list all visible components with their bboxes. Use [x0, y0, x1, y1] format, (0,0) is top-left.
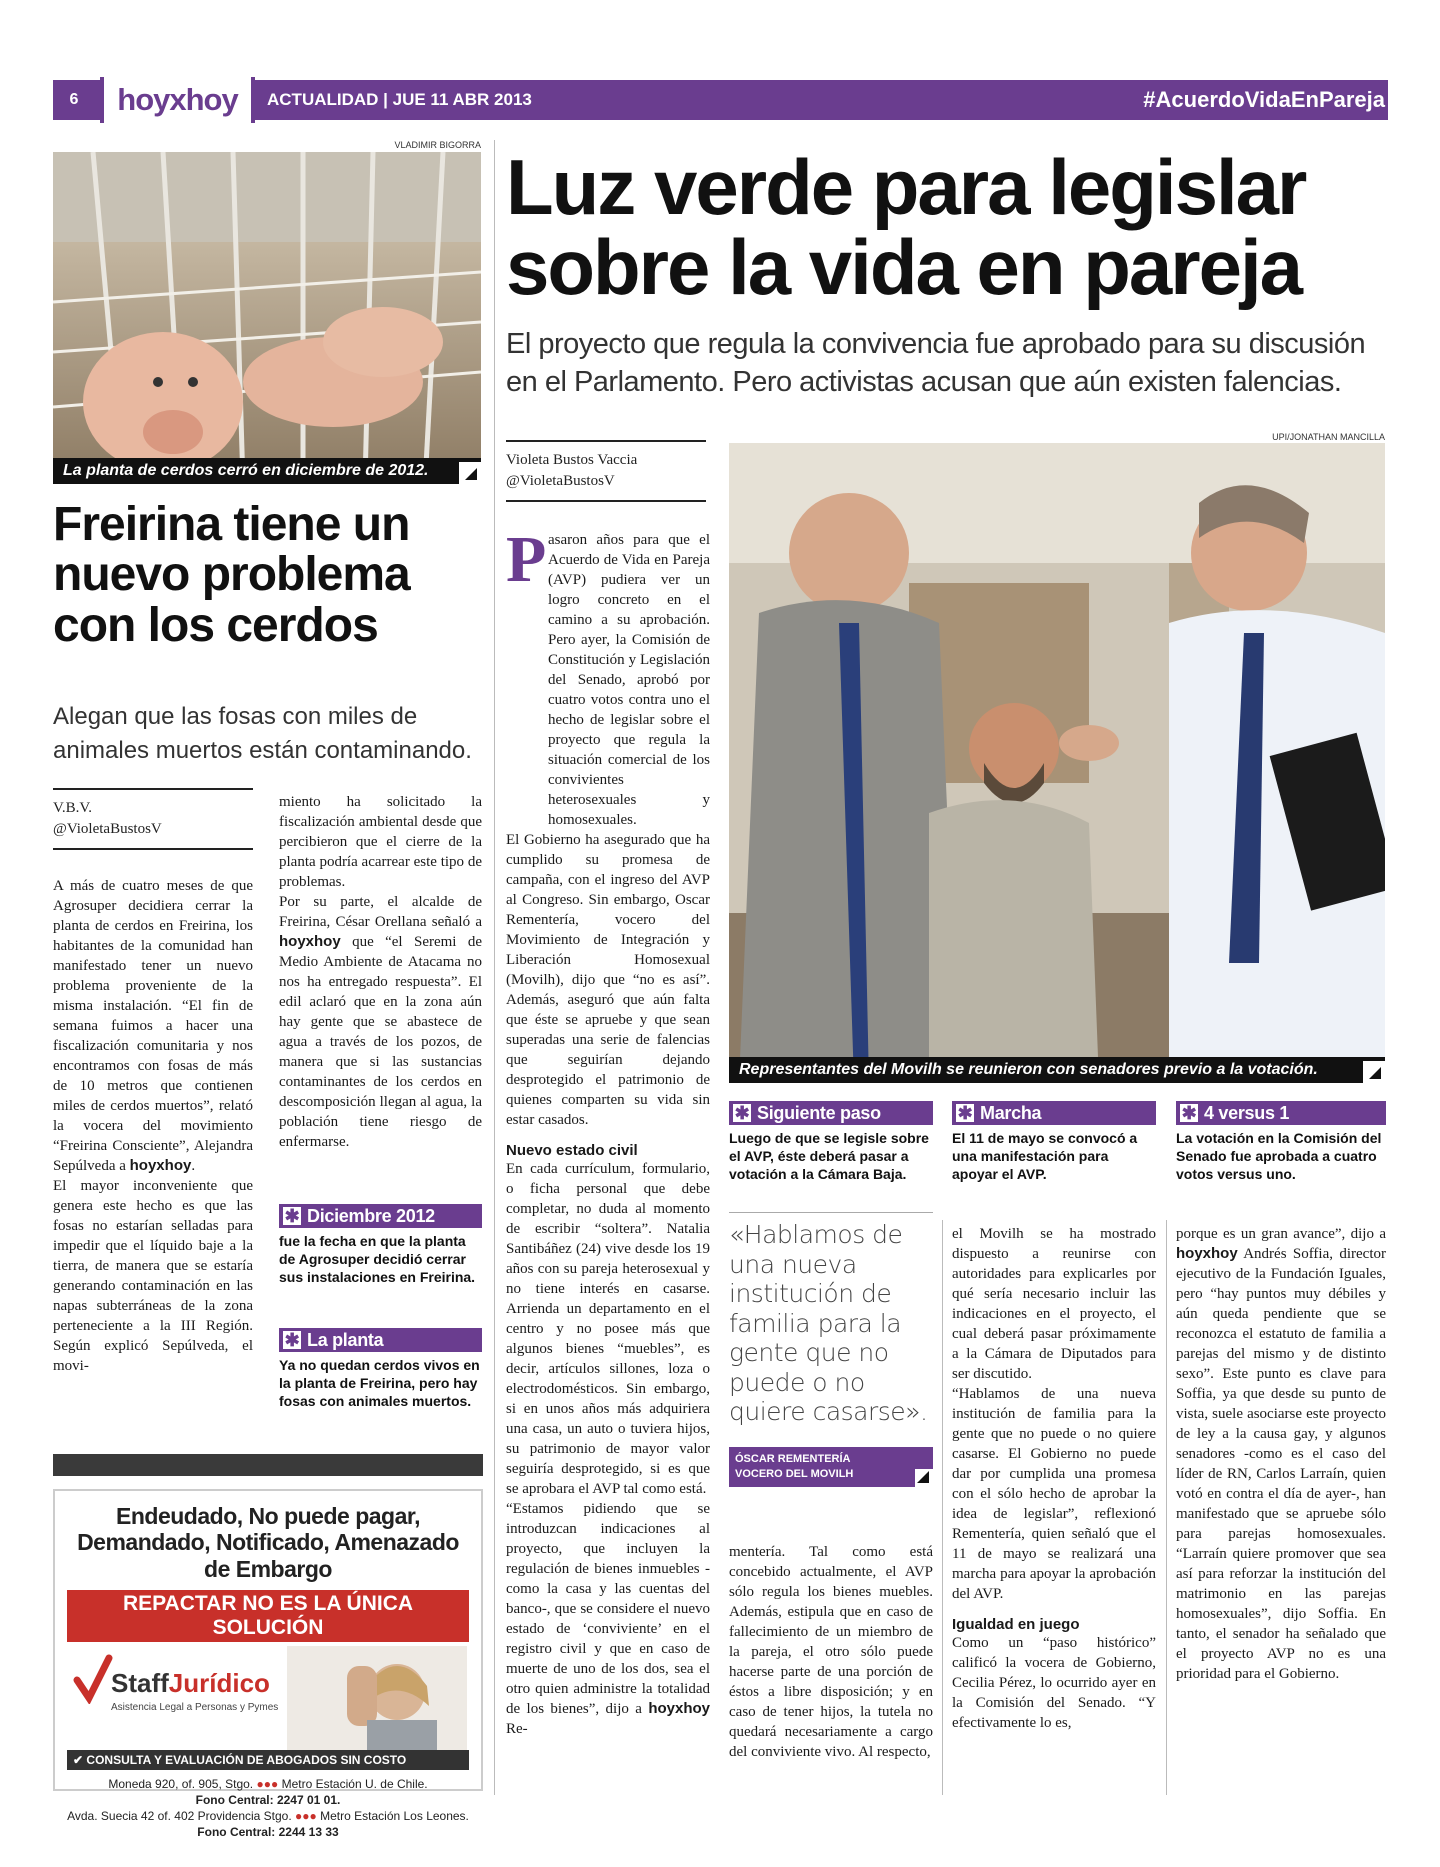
paragraph: el Movilh se ha mostrado dispuesto a reunirse con autoridades para explicarles por qué sería necesario incluir las indicaciones en el proyecto, el cual deberá pasar próximamente a la Cámara de Diputados para ser discutido.	[952, 1226, 1156, 1382]
checkmark-icon	[73, 1654, 113, 1704]
quote-role: VOCERO DEL MOVILH	[735, 1468, 854, 1480]
paragraph: mentería. Tal como está concebido actualmente, el AVP sólo regula los bienes muebles. Además, estipula que en caso de fallecimiento de un miembro de la pareja, el otro sólo puede hacerse parte de una porción de éstos a libre disposición; y en caso de tener hijos, la tutela no quedará necesariamente a cargo del conviviente vivo. Al respecto,	[729, 1544, 933, 1760]
pig-farm-photo	[53, 152, 481, 484]
main-column-3	[952, 1224, 1156, 1733]
photo-credit: VLADIMIR BIGORRA	[394, 140, 481, 150]
fact-label: ✱ 4 versus 1	[1176, 1101, 1386, 1125]
drop-cap: P	[506, 523, 547, 596]
metro-icon: ●●●	[256, 1777, 279, 1792]
fact-label: ✱ Diciembre 2012	[279, 1204, 482, 1228]
asterisk-icon: ✱	[957, 1103, 973, 1123]
metro-icon: ●●●	[295, 1809, 317, 1824]
asterisk-icon: ✱	[284, 1206, 300, 1226]
movilh-senators-photo	[729, 443, 1385, 1083]
byline-handle: @VioletaBustosV	[53, 821, 162, 837]
paragraph: “Hablamos de una nueva institución de familia para la gente que no puede o no quiere casarse. El Gobierno no puede dar por cumplida una promesa con el sólo hecho de aprobar la idea de legislar”, reflexionó Rementería, quien señaló que el 11 de mayo se realizará una marcha para apoyar la aprobación del AVP.	[952, 1386, 1156, 1602]
fact-text: Ya no quedan cerdos vivos en la planta de Freirina, pero hay fosas con animales muertos.	[279, 1357, 480, 1409]
main-column-4	[1176, 1224, 1386, 1684]
ad-brand-tagline: Asistencia Legal a Personas y Pymes	[111, 1702, 279, 1714]
photo-caption: La planta de cerdos cerró en diciembre de 2012.	[53, 458, 481, 484]
paragraph: A más de cuatro meses de que Agrosuper decidiera cerrar la planta de cerdos en Freirina, los habitantes de la comunidad han manifestado tener un nuevo problema proveniente de la misma instalación. “El fin de semana fuimos a hacer una fiscalización comunitaria y nos encontramos con fosas de más de 10 metros que contienen miles de cerdos muertos”, relató la vocera del movimiento “Freirina Consciente”, Alejandra Sepúlveda a hoyxhoy.	[53, 878, 253, 1174]
byline-name: V.B.V.	[53, 800, 93, 816]
byline-handle: @VioletaBustosV	[506, 473, 615, 489]
asterisk-icon: ✱	[1181, 1103, 1197, 1123]
ad-address-1: Moneda 920, of. 905, Stgo. ●●● Metro Estación U. de Chile. Fono Central: 2247 01 01. Avda. Suecia 42 of. 402 Providencia Stgo. ●●● Metro Estación Los Leones. Fono Central: 2244 13 33	[67, 1777, 469, 1840]
masthead-logo: hoyxhoy	[100, 77, 255, 123]
quote-rule	[729, 1212, 933, 1213]
paragraph: Como un “paso histórico” calificó la vocera de Gobierno, Cecilia Pérez, lo ocurrido ayer en la Comisión del Senado. “Y efectivamente lo es,	[952, 1635, 1156, 1731]
left-column-1	[53, 876, 253, 1376]
main-byline	[506, 450, 706, 492]
stressed-woman-image	[287, 1646, 467, 1750]
byline-rule	[506, 440, 706, 442]
asterisk-icon: ✱	[734, 1103, 750, 1123]
fact-label: ✱ La planta	[279, 1328, 482, 1352]
ad-brand-area	[67, 1642, 469, 1750]
fact-text: Luego de que se legisle sobre el AVP, éste deberá pasar a votación a la Cámara Baja.	[729, 1130, 929, 1182]
pig-farm-image	[53, 152, 481, 484]
byline-name: Violeta Bustos Vaccia	[506, 452, 638, 468]
fact-text: fue la fecha en que la planta de Agrosuper decidió cerrar sus instalaciones en Freirina.	[279, 1233, 476, 1285]
ad-consult-banner: ✔ CONSULTA Y EVALUACIÓN DE ABOGADOS SIN COSTO	[67, 1750, 469, 1770]
fact-label: ✱ Siguiente paso	[729, 1101, 933, 1125]
byline-rule	[506, 500, 706, 502]
paragraph: El Gobierno ha asegurado que ha cumplido su promesa de campaña, con el ingreso del AVP al Congreso. Sin embargo, Oscar Rementería, vocero del Movimiento de Integración y Liberación Homosexual (Movilh), dijo que “no es así”. Además, aseguró que aún falta que éste se apruebe y que sean superadas una serie de falencias que seguirían dejando desprotegido el patrimonio de quienes comparten su vida sin estar casados.	[506, 832, 710, 1128]
ad-title: Endeudado, No puede pagar, Demandado, Notificado, Amenazado de Embargo	[77, 1503, 459, 1582]
section-date: ACTUALIDAD | JUE 11 ABR 2013	[267, 90, 532, 109]
quote-attribution	[729, 1447, 933, 1487]
photo-caption: Representantes del Movilh se reunieron con senadores previo a la votación.	[729, 1057, 1385, 1083]
quote-name: ÓSCAR REMENTERÍA	[735, 1453, 851, 1465]
fact-text: El 11 de mayo se convocó a una manifestación para apoyar el AVP.	[952, 1130, 1138, 1182]
ad-separator-bar	[53, 1454, 483, 1476]
caption-corner-icon	[459, 462, 481, 484]
fact-label: ✱ Marcha	[952, 1101, 1156, 1125]
column-divider	[942, 1220, 943, 1795]
subhead-new-civil-status: Nuevo estado civil	[506, 1142, 638, 1159]
caption-corner-icon	[915, 1469, 933, 1487]
byline-rule	[53, 788, 253, 790]
paragraph: Por su parte, el alcalde de Freirina, César Orellana señaló a hoyxhoy que “el Seremi de Medio Ambiente de Atacama no nos ha entregado respuesta”. El edil aclaró que en la zona aún hay gente que se abastece de agua a través de los pozos, de manera que si las sustancias contaminantes de los cerdos en descomposición llegan al agua, la población tiene riesgo de enfermarse.	[279, 894, 483, 1150]
meeting-image	[729, 443, 1385, 1083]
main-headline: Luz verde para legislar sobre la vida en pareja	[506, 143, 1306, 311]
paragraph: El mayor inconveniente que genera este hecho es que las fosas no estarían selladas para impedir que el líquido baje a la tierra, de manera que se estaría generando contaminación en las napas subterráneas de la zona perteneciente a la III Región. Según explicó Sepúlveda, el movi-	[53, 1178, 253, 1374]
fact-box-plant	[279, 1328, 482, 1410]
column-divider	[494, 140, 495, 1795]
column-divider	[1166, 1220, 1167, 1795]
paragraph: porque es un gran avance”, dijo a hoyxhoy Andrés Soffia, director ejecutivo de la Fundación Iguales, pero “hay puntos muy débiles y aún queda pendiente que se reconozca el estatuto de familia a parejas del mismo y de distinto sexo”. Este punto es clave para Soffia, ya que desde su punto de vista, suele asociarse este proyecto de ley a la causa gay, y algunos senadores -como es el caso del líder de RN, Carlos Larraín, quien votó en contra el día de ayer-, han manifestado que se apruebe sólo para parejas homosexuales. “Larraín quiere promover que sea así para reforzar la institución del matrimonio en las parejas homosexuales”, dijo Soffia. En tanto, el senador ha señalado que el proyecto AVP no es una prioridad para el Gobierno.	[1176, 1226, 1386, 1682]
main-column-2	[729, 1542, 933, 1762]
paragraph: “Estamos pidiendo que se introduzcan indicaciones al proyecto, que incluyen la regulación de bienes inmuebles -como la casa y las cuentas del banco-, que se considere el nuevo estado de ‘conviviente’ en el registro civil y que en caso de muerte de uno de los dos, sea el otro quien administre la totalidad de los bienes”, dijo a hoyxhoy Re-	[506, 1501, 710, 1737]
paragraph: asaron años para que el Acuerdo de Vida en Pareja (AVP) pudiera ver un logro concreto en el camino a su aprobación. Pero ayer, la Comisión de Constitución y Legislación del Senado, aprobó por cuatro votos contra uno el hecho de legislar sobre el proyecto que regula la situación comercial de los convivientes heterosexuales y homosexuales.	[548, 532, 710, 828]
fact-box-march	[952, 1101, 1156, 1183]
advertisement[interactable]	[53, 1489, 483, 1840]
left-headline: Freirina tiene un nuevo problema con los cerdos	[53, 498, 410, 652]
left-column-2	[279, 792, 482, 1152]
main-deck: El proyecto que regula la convivencia fue aprobado para su discusión en el Parlamento. Pero activistas acusan que aún existen falencias.	[506, 328, 1366, 398]
fact-text: La votación en la Comisión del Senado fue aprobada a cuatro votos versus uno.	[1176, 1130, 1382, 1182]
ad-brand: StaffJurídico	[111, 1668, 270, 1699]
byline-rule	[53, 848, 253, 850]
page-number: 6	[69, 91, 79, 108]
ad-red-banner: REPACTAR NO ES LA ÚNICA SOLUCIÓN	[67, 1590, 469, 1642]
subhead-equality: Igualdad en juego	[952, 1616, 1080, 1633]
pull-quote: «Hablamos de una nueva institución de familia para la gente que no puede o no quiere casarse».	[729, 1220, 928, 1426]
main-column-1	[506, 523, 710, 1739]
paragraph: En cada currículum, formulario, o ficha personal que debe completar, no duda al momento de escribir “soltera”. Natalia Santibáñez (24) vive desde los 19 años con su pareja heterosexual y no tiene interés en casarse. Arrienda un departamento en el centro y no posee más que algunos bienes “muebles”, es decir, artículos sillones, loza o electrodomésticos. Sin embargo, si en unos años más adquiriera una casa, un auto o tuviera hijos, su patrimonio de mayor valor seguiría desprotegido, si es que se aprobara el AVP tal como está.	[506, 1161, 710, 1497]
fact-box-next-step	[729, 1101, 933, 1183]
photo-credit: UPI/JONATHAN MANCILLA	[1272, 432, 1385, 442]
fact-box-vote	[1176, 1101, 1386, 1183]
left-byline	[53, 798, 253, 840]
asterisk-icon: ✱	[284, 1330, 300, 1350]
check-icon: ✔	[73, 1753, 84, 1768]
left-deck: Alegan que las fosas con miles de animales muertos están contaminando.	[53, 703, 472, 764]
caption-corner-icon	[1363, 1061, 1385, 1083]
paragraph: miento ha solicitado la fiscalización ambiental desde que percibieron que el cierre de la planta podría acarrear este tipo de problemas.	[279, 794, 482, 890]
topic-hashtag: #AcuerdoVidaEnPareja	[1143, 87, 1385, 112]
fact-box-december	[279, 1204, 482, 1286]
